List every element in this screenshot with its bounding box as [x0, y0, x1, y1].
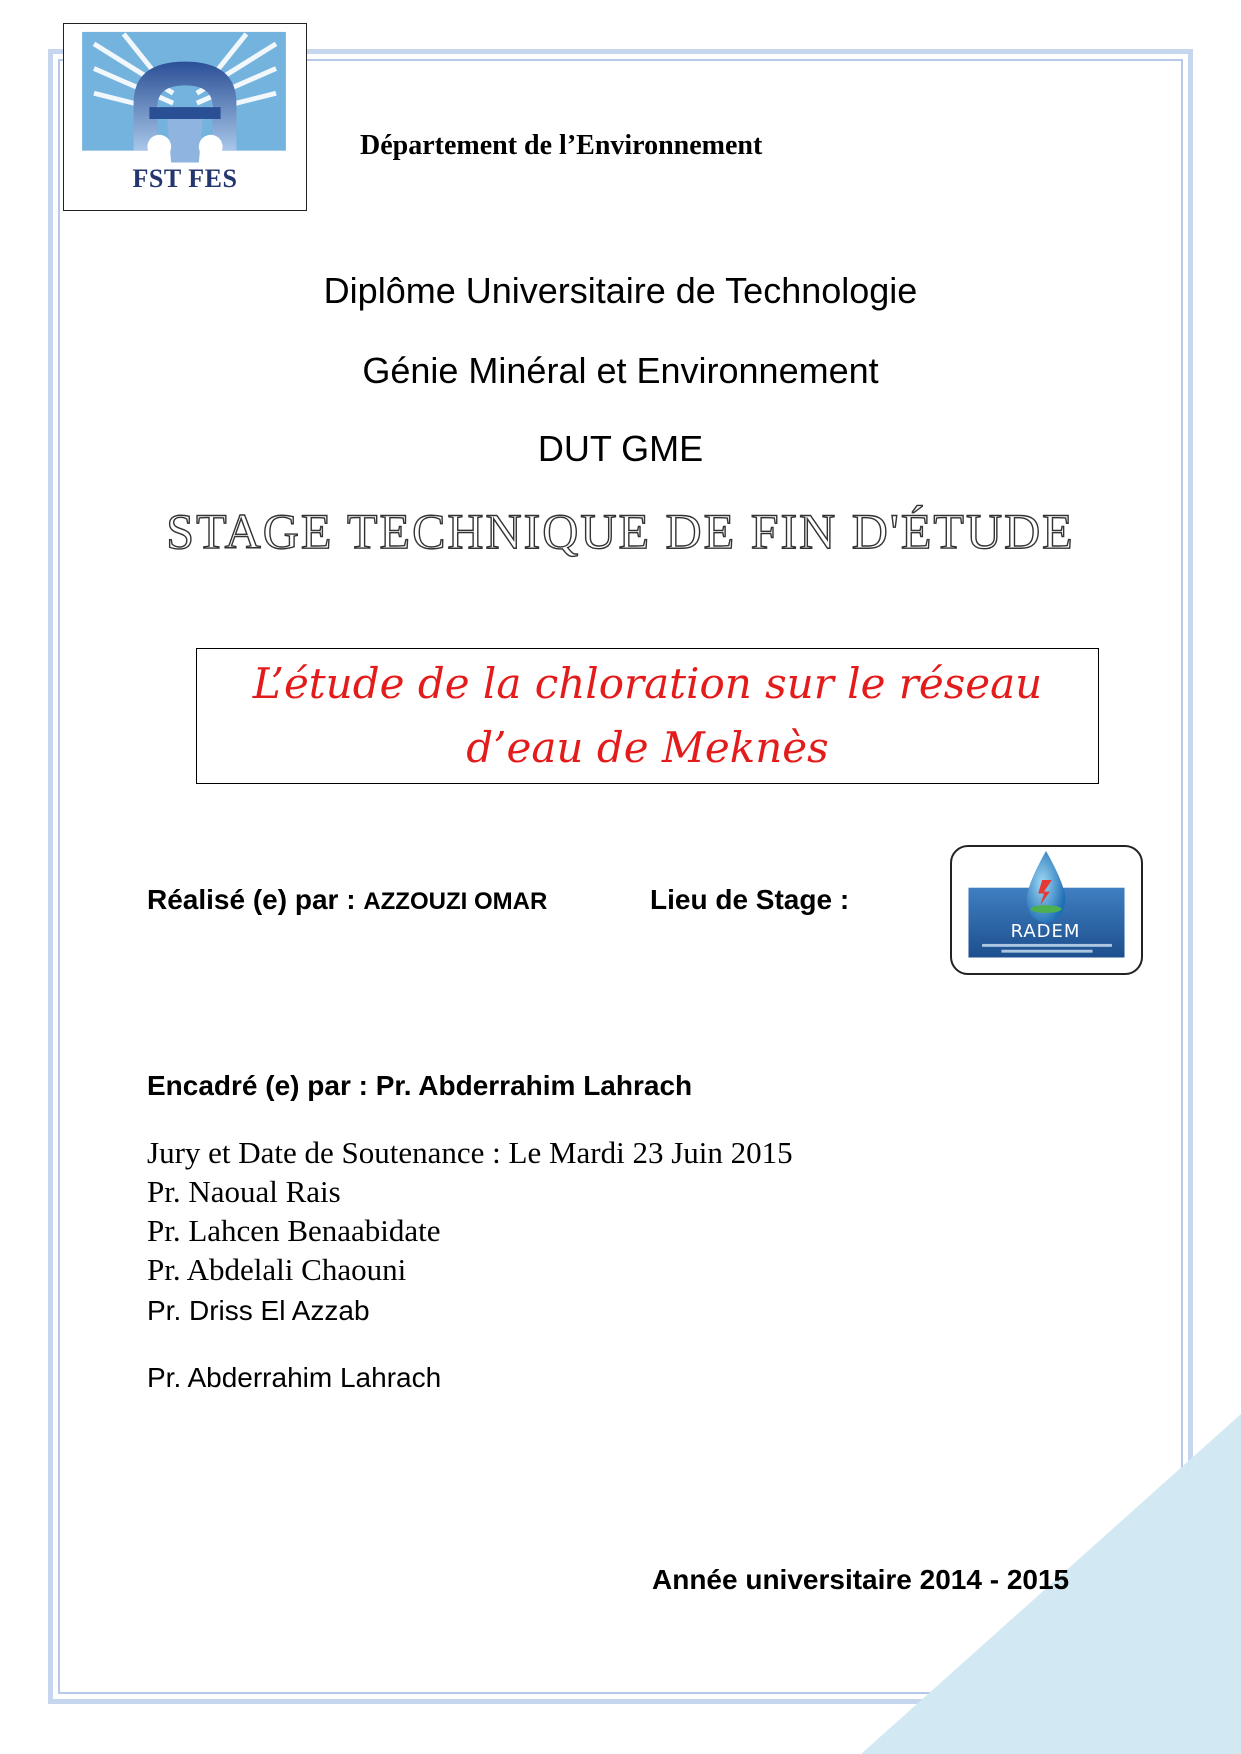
jury-member: Pr. Driss El Azzab — [147, 1295, 370, 1326]
fst-fes-logo — [63, 23, 307, 211]
jury-member: Pr. Lahcen Benaabidate — [147, 1213, 441, 1248]
jury-member: Pr. Abderrahim Lahrach — [147, 1362, 442, 1393]
subject-box — [196, 648, 1099, 784]
water-drop-icon — [952, 847, 1141, 973]
supervisor-line: Encadré (e) par : Pr. Abderrahim Lahrach — [147, 1070, 693, 1101]
program-title: Génie Minéral et Environnement — [362, 350, 879, 391]
program-abbreviation: DUT GME — [537, 428, 704, 469]
page-number: 1 — [1124, 1372, 1166, 1449]
jury-block — [147, 1133, 793, 1289]
jury-heading: Jury et Date de Soutenance : Le Mardi 23 Juin 2015 — [147, 1135, 793, 1170]
subject-title: L’étude de la chloration sur le réseau d’eau de Meknès — [252, 659, 1043, 772]
jury-member: Pr. Naoual Rais — [147, 1174, 341, 1209]
radem-logo — [950, 845, 1143, 975]
radem-label: RADEM — [1010, 921, 1081, 942]
author-label: Réalisé (e) par : — [147, 884, 364, 915]
jury-member: Pr. Abdelali Chaouni — [147, 1252, 407, 1287]
author-line — [147, 884, 547, 916]
diploma-title: Diplôme Universitaire de Technologie — [323, 270, 918, 311]
fst-fes-label: FST FES — [132, 164, 238, 193]
academic-year: Année universitaire 2014 - 2015 — [652, 1564, 1070, 1595]
report-type-title: STAGE TECHNIQUE DE FIN D'ÉTUDE — [166, 503, 1075, 559]
internship-place-label: Lieu de Stage : — [650, 884, 850, 915]
department-title: Département de l’Environnement — [360, 130, 763, 161]
author-name: AZZOUZI OMAR — [363, 888, 548, 915]
